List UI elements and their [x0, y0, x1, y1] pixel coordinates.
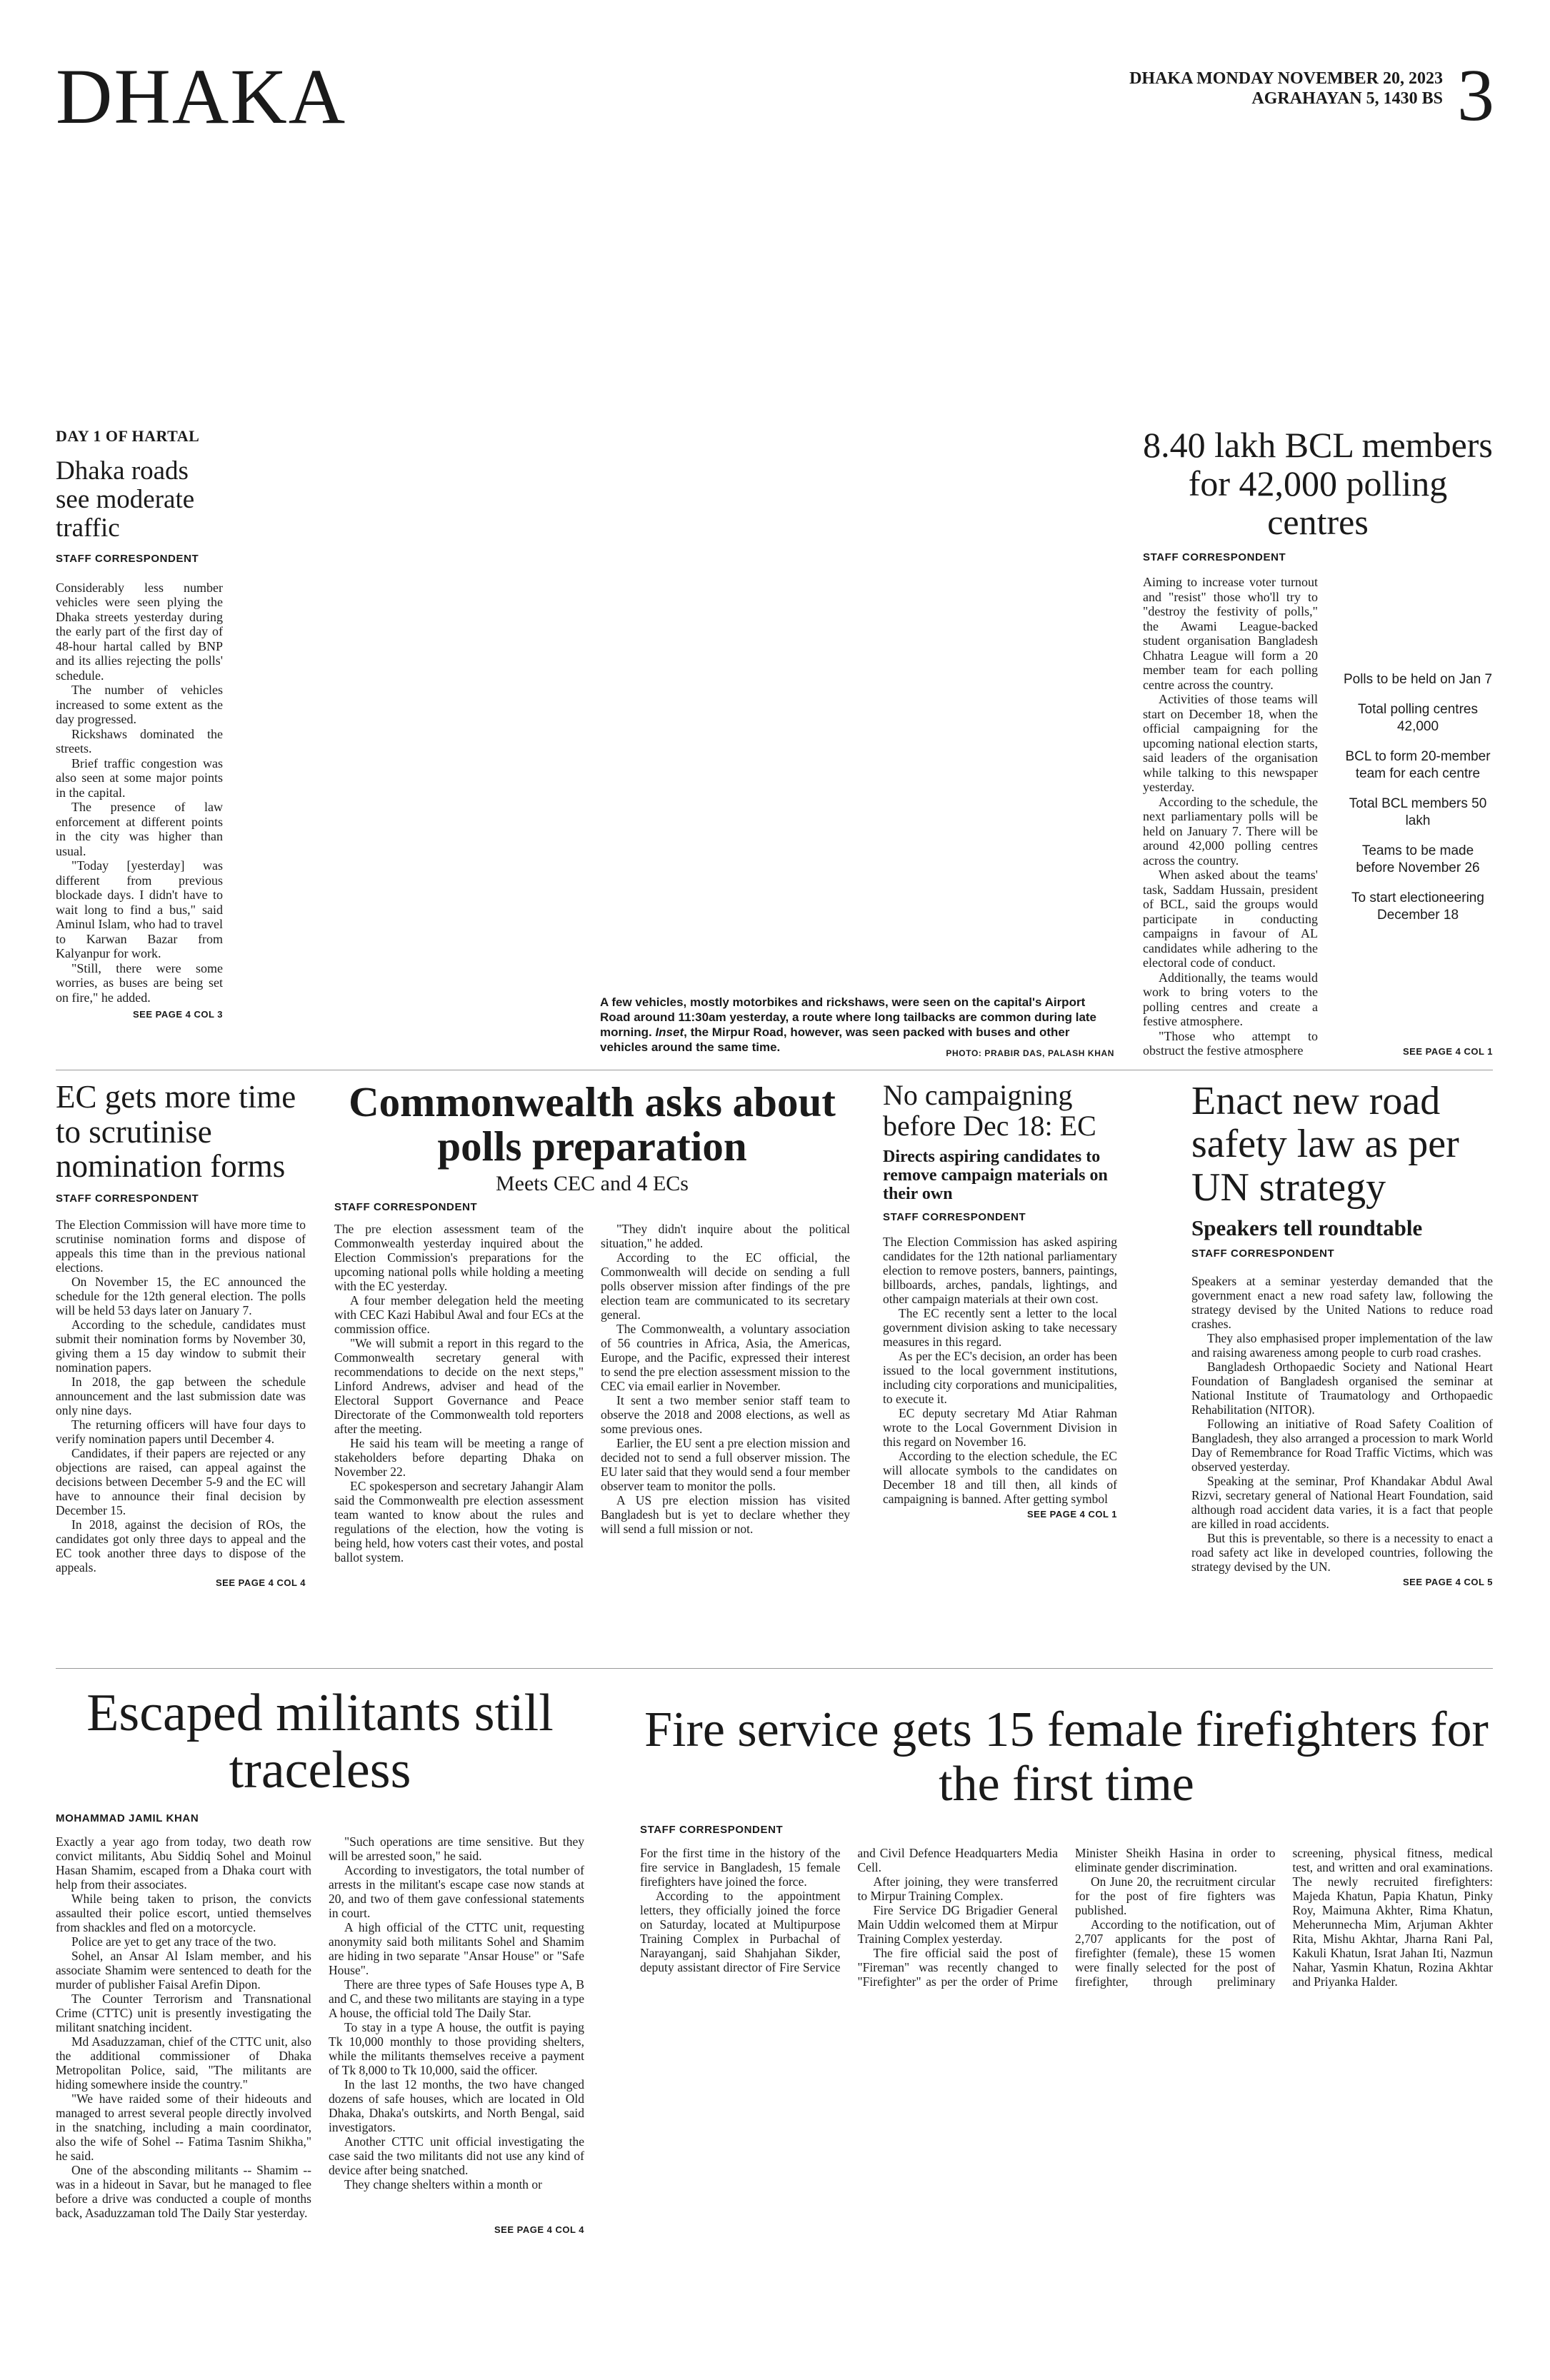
headline[interactable]: Dhaka roads see moderate traffic — [56, 456, 195, 543]
paragraph: Bangladesh Orthopaedic Society and National Heart Foundation of Bangladesh organised the seminar at National Institute of Traumatology and Orthopaedic Rehabilitation (NITOR). — [1191, 1359, 1493, 1417]
paragraph: EC spokesperson and secretary Jahangir Alam said the Commonwealth pre election assessment team wanted to know about the rules and regulations of the election, how the voting is being held, how voters cast their votes, and postal ballot system. — [334, 1479, 584, 1565]
bcl-factbox — [1343, 671, 1493, 937]
paragraph: In 2018, against the decision of ROs, the candidates got only three days to appeal and the EC took another three days to dispose of the appeals. — [56, 1517, 306, 1575]
story-body — [1191, 1274, 1493, 1574]
paragraph: According to the notification, out of 2,707 applicants for the post of firefighter (female), these 15 women were finally selected for the post of firefighter, through preliminary screening, physical fitness, medical test, and written and oral examinations. The newly recruited firefighters: Majeda Khatun, Papia Khatun, Pinky Roy, Maimuna Akhter, Rima Khatun, Meherunnecha Mim, Arjuman Akhter Rita, Mishu Akhtar, Jharna Rani Pal, Kakuli Khatun, Israt Jahan Iti, Nazmun Nahar, Yasmin Khatun, Rozina Akhtar and Priyanka Halder. — [1075, 1846, 1493, 1989]
paragraph: According to the schedule, candidates must submit their nomination forms by November 30, giving them a 15 day window to submit their nomination papers. — [56, 1317, 306, 1375]
paragraph: Police are yet to get any trace of the two. — [71, 1934, 276, 1949]
story-campaign — [883, 1080, 1117, 1520]
headline[interactable]: Enact new road safety law as per UN strategy — [1191, 1079, 1459, 1210]
paragraph: Brief traffic congestion was also seen at some major points in the capital. — [56, 755, 223, 800]
jump-link[interactable]: SEE PAGE 4 COL 1 — [1402, 1046, 1493, 1057]
headline[interactable]: No campaigning before Dec 18: EC — [883, 1079, 1096, 1143]
paragraph: A US pre election mission has visited Bangladesh but is yet to declare whether they will send a full mission or not. — [601, 1493, 850, 1537]
paragraph: According to investigators, the total number of arrests in the militant's escape case now stands at 20, and two of them gave confessional statements in court. — [329, 1862, 584, 1920]
paragraph: But this is preventable, so there is a necessity to enact a road safety act like in developed countries, following the strategy devised by the UN. — [1191, 1530, 1493, 1574]
paragraph: He said his team will be meeting a range of stakeholders before departing Dhaka on November 22. — [334, 1436, 584, 1480]
paragraph: Fire Service DG Brigadier General Main Uddin welcomed them at Mirpur Training Complex yesterday. — [857, 1903, 1058, 1947]
page-number: 3 — [1457, 54, 1494, 136]
story-bcl — [1143, 426, 1493, 563]
jump-link[interactable]: SEE PAGE 4 COL 1 — [1026, 1509, 1117, 1520]
paragraph: The fire official said the post of "Fireman" was recently changed to "Firefighter" as per the order of Prime Minister Sheikh Hasina in order to eliminate gender discrimination. — [857, 1846, 1276, 1989]
paragraph: One of the absconding militants -- Shamim -- was in a hideout in Savar, but he managed to flee before a drive was conducted a couple of months back, Asaduzzaman told The Daily Star yesterday. — [56, 2162, 311, 2220]
factbox-item: Polls to be held on Jan 7 — [1343, 672, 1493, 687]
paragraph: A high official of the CTTC unit, requesting anonymity said both militants Sohel and Shamim are hiding in two separate "Ansar House" or "Safe House". — [329, 1919, 584, 1977]
headline[interactable]: Commonwealth asks about polls preparation — [349, 1078, 836, 1170]
story-militants — [56, 1685, 584, 2235]
paragraph: According to the schedule, the next parliamentary polls will be held on January 7. There will be around 42,000 polling centres across the country. — [1143, 794, 1318, 868]
paragraph: The presence of law enforcement at different points in the city was higher than usual. — [56, 800, 223, 858]
byline: STAFF CORRESPONDENT — [56, 552, 199, 565]
paragraph: "They didn't inquire about the political situation," he added. — [601, 1222, 850, 1251]
paragraph: "Today [yesterday] was different from previous blockade days. I didn't have to wait long to find a bus," said Aminul Islam, who had to travel to Karwan Bazar from Kalyanpur for work. — [56, 858, 223, 961]
factbox-item: BCL to form 20-member team for each centre — [1345, 749, 1491, 781]
paragraph: Speakers at a seminar yesterday demanded that the government enact a new road safety law, following the strategy devised by the United Nations to reduce road crashes. — [1191, 1273, 1493, 1331]
paragraph: Md Asaduzzaman, chief of the CTTC unit, also the additional commissioner of Dhaka Metropolitan Police, said, "The militants are hiding somewhere inside the country." — [56, 2034, 311, 2092]
paragraph: According to the appointment letters, they officially joined the force on Saturday, located at Multipurpose Training Complex in Purbachal of Narayanganj, said Shahjahan Sikder, deputy assistant director of Fire Service and Civil Defence Headquarters Media Cell. — [640, 1846, 1058, 1975]
paragraph: "Such operations are time sensitive. But they will be arrested soon," he said. — [329, 1834, 584, 1863]
subhead: Directs aspiring candidates to remove campaign materials on their own — [883, 1148, 1108, 1204]
paragraph: While being taken to prison, the convicts assaulted their police escort, untied themselves from shackles and fled on a motorcycle. — [56, 1891, 311, 1934]
paragraph: Speaking at the seminar, Prof Khandakar Abdul Awal Rizvi, secretary general of National Heart Foundation, said although road accident data varies, it is a fact that people are killed in road accidents. — [1191, 1473, 1493, 1531]
paragraph: As per the EC's decision, an order has been issued to the local government institutions, including city corporations and municipalities, to execute it. — [883, 1349, 1117, 1407]
byline: STAFF CORRESPONDENT — [640, 1824, 784, 1837]
story-body — [56, 581, 223, 1005]
subhead: Meets CEC and 4 ECs — [496, 1172, 689, 1195]
paragraph: There are three types of Safe Houses type A, B and C, and these two militants are staying in a type A house, the official told The Daily Star. — [329, 1977, 584, 2020]
paragraph: The Election Commission will have more time to scrutinise nomination forms and dispose of appeals this time than in the previous national elections. — [56, 1217, 306, 1275]
paragraph: The Commonwealth, a voluntary association of 56 countries in Africa, Asia, the Americas, Europe, and the Pacific, expressed their interest to send the pre election assessment mission to the CEC via email earlier in November. — [601, 1322, 850, 1394]
paragraph: For the first time in the history of the fire service in Bangladesh, 15 female firefighters have joined the force. — [640, 1846, 841, 1889]
headline[interactable]: Fire service gets 15 female firefighters for the first time — [644, 1702, 1489, 1812]
byline: STAFF CORRESPONDENT — [1191, 1247, 1335, 1260]
story-body — [334, 1222, 850, 1565]
story-road-safety — [1191, 1080, 1493, 1587]
paragraph: The returning officers will have four days to verify nomination papers until December 4. — [56, 1417, 306, 1446]
paragraph: Additionally, the teams would work to bring voters to the polling centres and create a festive atmosphere. — [1143, 970, 1318, 1028]
paragraph: The Counter Terrorism and Transnational Crime (CTTC) unit is presently investigating the militant snatching incident. — [56, 1991, 311, 2034]
photo-caption: A few vehicles, mostly motorbikes and rickshaws, were seen on the capital's Airport Road around 11:30am yesterday, a route where long tailbacks are common during late morning. Inset, the Mirpur Road, however, was seen packed with buses and other vehicles around the same time. — [600, 995, 1097, 1054]
jump-link[interactable]: SEE PAGE 4 COL 5 — [1402, 1576, 1493, 1587]
date-gregorian: DHAKA MONDAY NOVEMBER 20, 2023 — [1129, 69, 1443, 88]
story-traffic — [56, 427, 223, 1020]
paragraph: The Election Commission has asked aspiring candidates for the 12th national parliamentary election to remove posters, banners, paintings, billboards, arches, pandals, lightings, and other campaign materials at their own cost. — [883, 1235, 1117, 1307]
paragraph: Another CTTC unit official investigating the case said the two militants did not use any kind of device after being snatched. — [329, 2134, 584, 2177]
paragraph: Aiming to increase voter turnout and "resist" those who'll try to "destroy the festivity of polls," the Awami League-backed student organisation Bangladesh Chhatra League will form a 20 member team for each polling centre across the country. — [1143, 575, 1318, 692]
paragraph: The EC recently sent a letter to the local government division asking to take necessary measures in this regard. — [883, 1306, 1117, 1350]
paragraph: On June 20, the recruitment circular for the post of fire fighters was published. — [1075, 1874, 1276, 1918]
headline[interactable]: 8.40 lakh BCL members for 42,000 polling centres — [1143, 425, 1493, 542]
factbox-item: Teams to be made before November 26 — [1356, 843, 1480, 875]
paragraph: In 2018, the gap between the schedule announcement and the last submission date was only nine days. — [56, 1374, 306, 1417]
photo-caption-block — [600, 995, 1114, 1055]
byline: STAFF CORRESPONDENT — [334, 1201, 478, 1214]
photo-credit: PHOTO: PRABIR DAS, PALASH KHAN — [946, 1048, 1114, 1058]
byline: STAFF CORRESPONDENT — [883, 1211, 1026, 1224]
jump-link[interactable]: SEE PAGE 4 COL 4 — [494, 2224, 584, 2235]
story-body — [640, 1846, 1493, 1989]
paragraph: When asked about the teams' task, Saddam Hussain, president of BCL, said the groups would participate in conducting campaigns in favour of AL candidates while adhering to the electoral code of conduct. — [1143, 868, 1318, 970]
paragraph: To stay in a type A house, the outfit is paying Tk 10,000 monthly to those providing shelters, while the militants themselves receive a payment of Tk 8,000 to Tk 10,000, said the officer. — [329, 2019, 584, 2077]
paragraph: "Those who attempt to obstruct the festive atmosphere — [1143, 1028, 1318, 1058]
paragraph: "We have raided some of their hideouts and managed to arrest several people directly involved in the snatching, including a main coordinator, also the wife of Sohel -- Fatima Tasnim Shikha," he said. — [56, 2091, 311, 2163]
paragraph: "Still, there were some worries, as buses are being set on fire," he added. — [56, 960, 223, 1005]
paragraph: Rickshaws dominated the streets. — [56, 726, 223, 756]
paragraph: In the last 12 months, the two have changed dozens of safe houses, which are located in Old Dhaka, Dhaka's outskirts, and North Bengal, said investigators. — [329, 2077, 584, 2134]
date-bangla: AGRAHAYAN 5, 1430 BS — [1251, 89, 1443, 108]
paragraph: Exactly a year ago from today, two death row convict militants, Abu Siddiq Sohel and Moinul Hasan Shamim, escaped from a Dhaka court with help from their associates. — [56, 1834, 311, 1892]
paragraph: Activities of those teams will start on December 18, when the official campaigning for the upcoming national election starts, said leaders of the organisation while talking to this newspaper yesterday. — [1143, 692, 1318, 794]
dateline — [1129, 69, 1443, 109]
paragraph: Considerably less number vehicles were seen plying the Dhaka streets yesterday during the early part of the first day of 48-hour hartal called by BNP and its allies rejecting the polls' schedule. — [56, 580, 223, 683]
byline: STAFF CORRESPONDENT — [1143, 551, 1286, 563]
paragraph: "We will submit a report in this regard to the Commonwealth secretary general with recommendations to decide on the next steps," Linford Andrews, adviser and head of the Electoral Support Governance and Peace Directorate of the Commonwealth told reporters after the meeting. — [334, 1336, 584, 1437]
factbox-item: Total BCL members 50 lakh — [1349, 796, 1487, 828]
paragraph: Candidates, if their papers are rejected or any objections are raised, can appeal against the decisions between December 5-9 and the EC will have to announce their final decision by December 15. — [56, 1445, 306, 1517]
factbox-item: To start electioneering December 18 — [1351, 890, 1484, 923]
story-ec-time — [56, 1080, 306, 1588]
byline: MOHAMMAD JAMIL KHAN — [56, 1812, 199, 1824]
paragraph: Sohel, an Ansar Al Islam member, and his associate Shamim were sentenced to death for the murder of publisher Faisal Arefin Dipon. — [56, 1948, 311, 1992]
byline: STAFF CORRESPONDENT — [56, 1192, 199, 1205]
paragraph: The number of vehicles increased to some extent as the day progressed. — [56, 683, 223, 727]
paragraph: According to the EC official, the Commonwealth will decide on sending a full polls observer mission after findings of the pre election team are communicated to its secretary general. — [601, 1250, 850, 1322]
paragraph: Earlier, the EU sent a pre election mission and decided not to send a full observer mission. The EU later said that they would send a four member observer team to monitor the polls. — [601, 1436, 850, 1494]
paragraph: According to the election schedule, the EC will allocate symbols to the candidates on December 18 and till then, all kinds of campaigning is banned. After getting symbol — [883, 1449, 1117, 1507]
paragraph: EC deputy secretary Md Atiar Rahman wrote to the Local Government Division in this regard on November 16. — [883, 1406, 1117, 1450]
paragraph: Following an initiative of Road Safety Coalition of Bangladesh, they also arranged a procession to mark World Day of Remembrance for Road Traffic Victims, which was observed yesterday. — [1191, 1416, 1493, 1474]
headline[interactable]: EC gets more time to scrutinise nomination forms — [56, 1079, 296, 1185]
story-commonwealth — [334, 1080, 850, 1565]
story-fire-service — [640, 1703, 1493, 1989]
story-body — [56, 1834, 584, 2220]
subhead: Speakers tell roundtable — [1191, 1215, 1423, 1241]
paragraph: After joining, they were transferred to Mirpur Training Complex. — [857, 1874, 1058, 1904]
headline[interactable]: Escaped militants still traceless — [86, 1684, 554, 1799]
story-bcl-body — [1143, 575, 1318, 1058]
paragraph: It sent a two member senior staff team to observe the 2018 and 2008 elections, as well as some previous ones. — [601, 1393, 850, 1437]
paragraph: They also emphasised proper implementation of the law and raising awareness among people to curb road crashes. — [1191, 1330, 1493, 1360]
section-title: DHAKA — [56, 53, 347, 140]
paragraph: The pre election assessment team of the Commonwealth yesterday inquired about the Election Commission's preparations for the upcoming national polls while holding a meeting with the EC yesterday. — [334, 1222, 584, 1294]
paragraph: On November 15, the EC announced the schedule for the 12th general election. The polls will be held 53 days later on January 7. — [56, 1274, 306, 1317]
factbox-item: Total polling centres 42,000 — [1358, 702, 1478, 734]
story-body — [883, 1235, 1117, 1506]
jump-link[interactable]: SEE PAGE 4 COL 4 — [215, 1577, 306, 1588]
kicker: DAY 1 OF HARTAL — [56, 427, 200, 445]
paragraph: A four member delegation held the meeting with CEC Kazi Habibul Awal and four ECs at the commission office. — [334, 1293, 584, 1337]
paragraph: They change shelters within a month or — [344, 2176, 543, 2191]
jump-link[interactable]: SEE PAGE 4 COL 3 — [132, 1009, 223, 1020]
story-body — [56, 1217, 306, 1575]
